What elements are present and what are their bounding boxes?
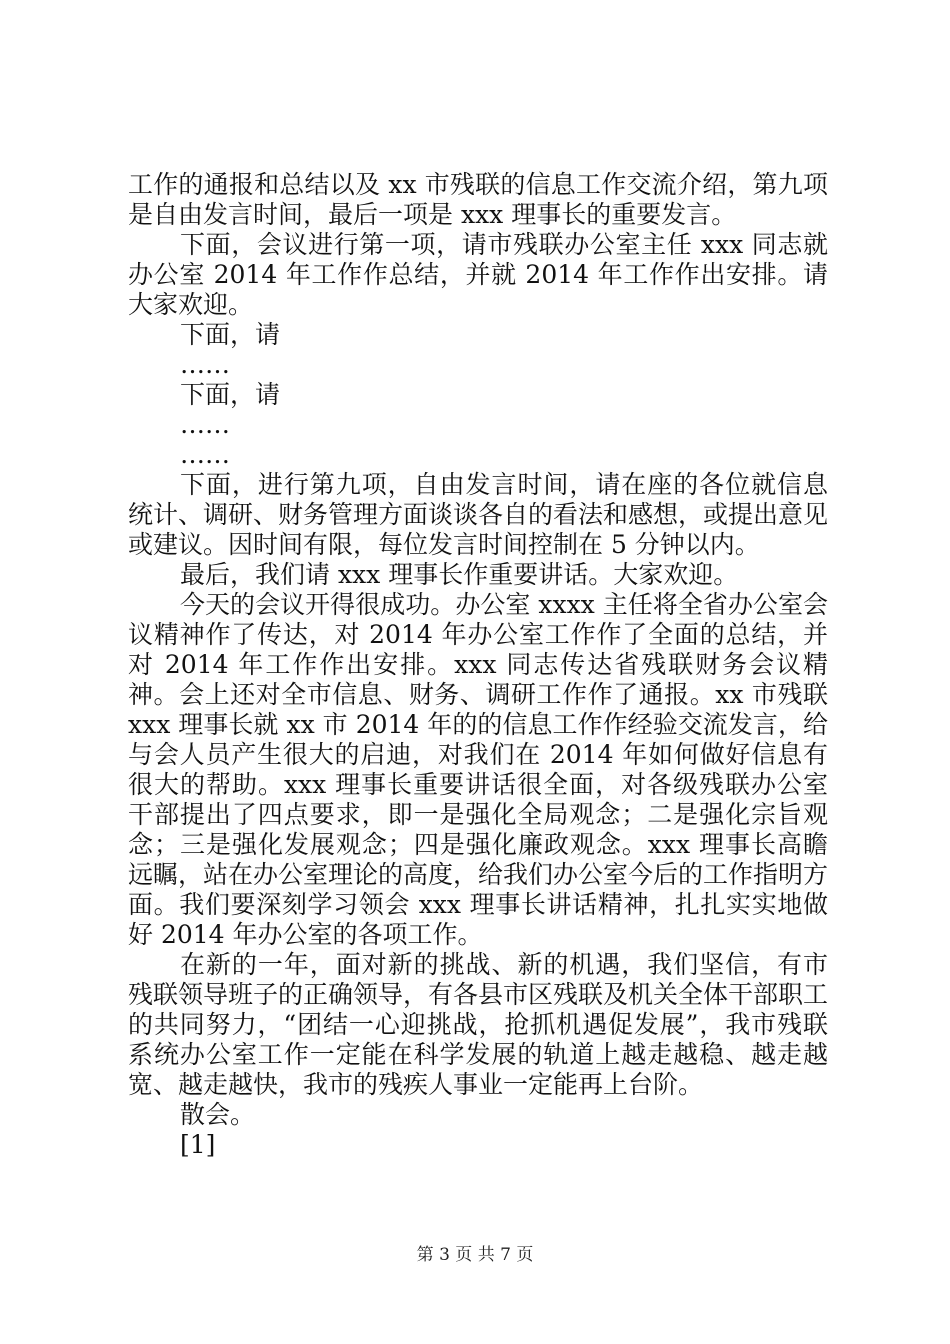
page-number-footer: 第 3 页 共 7 页 (416, 1245, 534, 1265)
paragraph-9: 最后，我们请 xxx 理事长作重要讲话。大家欢迎。 (180, 560, 739, 589)
paragraph-10: 今天的会议开得很成功。办公室 xxxx 主任将全省办公室会议精神作了传达，对 2014 年办公室工作作了全面的总结，并对 2014 年工作作出安排。xxx 同志传达省残联财务会议精神。会上还对全市信息、财务、调研工作作了通报。xx 市残联 xxx 理事长就 xx 市 2014 年的的信息工作作经验交流发言，给与会人员产生很大的启迪，对我们在 2014 年如何做好信息有很大的帮助。xxx 理事长重要讲话很全面，对各级残联办公室干部提出了四点要求，即一是强化全局观念；二是强化宗旨观念；三是强化发展观念；四是强化廉政观念。xxx 理事长高瞻远瞩，站在办公室理论的高度，给我们办公室今后的工作指明方面。我们要深刻学习领会 xxx 理事长讲话精神，扎扎实实地做好 2014 年办公室的各项工作。 (128, 590, 829, 949)
paragraph-7: …… (180, 440, 230, 469)
paragraph-3: 下面，请 (180, 320, 281, 349)
paragraph-6: …… (180, 410, 230, 439)
paragraph-11: 在新的一年，面对新的挑战、新的机遇，我们坚信，有市残联领导班子的正确领导，有各县市区残联及机关全体干部职工的共同努力，“团结一心迎挑战，抢抓机遇促发展”，我市残联系统办公室工作一定能在科学发展的轨道上越走越稳、越走越宽、越走越快，我市的残疾人事业一定能再上台阶。 (128, 950, 829, 1099)
paragraph-13: [1] (180, 1130, 216, 1159)
document-body (128, 170, 828, 1160)
paragraph-4: …… (180, 350, 230, 379)
paragraph-12: 散会。 (180, 1100, 256, 1129)
paragraph-5: 下面，请 (180, 380, 281, 409)
paragraph-1: 工作的通报和总结以及 xx 市残联的信息工作交流介绍，第九项是自由发言时间，最后一项是 xxx 理事长的重要发言。 (128, 170, 828, 229)
paragraph-2: 下面，会议进行第一项，请市残联办公室主任 xxx 同志就办公室 2014 年工作作总结，并就 2014 年工作作出安排。请大家欢迎。 (128, 230, 828, 319)
paragraph-8: 下面，进行第九项，自由发言时间，请在座的各位就信息统计、调研、财务管理方面谈谈各自的看法和感想，或提出意见或建议。因时间有限，每位发言时间控制在 5 分钟以内。 (128, 470, 829, 559)
